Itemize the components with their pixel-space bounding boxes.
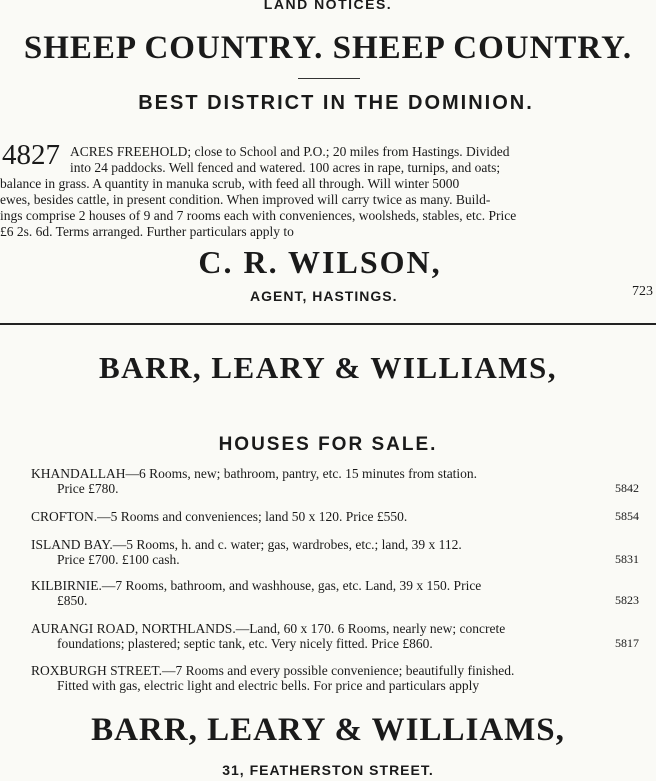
- listing-line: Price £780.: [57, 481, 119, 496]
- listing-ref: 5842: [615, 481, 639, 495]
- listing-item: [31, 509, 639, 524]
- agency-address: 31, FEATHERSTON STREET.: [222, 762, 434, 778]
- agency-name: BARR, LEARY & WILLIAMS,: [99, 350, 557, 385]
- listing-line: ISLAND BAY.—5 Rooms, h. and c. water; gas, wardrobes, etc.; land, 39 x 112.: [31, 537, 462, 552]
- listing-line: foundations; plastered; septic tank, etc. Very nicely fitted. Price £860.: [57, 636, 433, 651]
- ad-body-line: balance in grass. A quantity in manuka scrub, with feed all through. Will winter 5000: [0, 176, 460, 191]
- ad-body-line: £6 2s. 6d. Terms arranged. Further particulars apply to: [0, 224, 294, 239]
- listing-line: Price £700. £100 cash.: [57, 552, 180, 567]
- listings-heading: HOUSES FOR SALE.: [218, 434, 438, 455]
- listing-line: KILBIRNIE.—7 Rooms, bathroom, and washhouse, gas, etc. Land, 39 x 150. Price: [31, 578, 482, 593]
- ad-body-line: ings comprise 2 houses of 9 and 7 rooms each with conveniences, woolsheds, stables, etc. Price: [0, 208, 517, 223]
- agent-name: C. R. WILSON,: [198, 244, 442, 280]
- listing-item: [31, 621, 639, 651]
- acreage-number: 4827: [2, 139, 60, 171]
- listing-ref: 5823: [615, 593, 639, 607]
- column-divider: [0, 323, 656, 325]
- listing-item: [31, 578, 639, 608]
- listing-line: KHANDALLAH—6 Rooms, new; bathroom, pantry, etc. 15 minutes from station.: [31, 466, 478, 481]
- ad-body: [0, 144, 656, 240]
- ad-subheading: BEST DISTRICT IN THE DOMINION.: [138, 92, 534, 114]
- listing-line: CROFTON.—5 Rooms and conveniences; land 50 x 120. Price £550.: [31, 509, 408, 524]
- short-rule: [298, 78, 360, 79]
- listing-line: ROXBURGH STREET.—7 Rooms and every possible convenience; beautifully finished.: [31, 663, 515, 678]
- listing-item: [31, 466, 639, 496]
- listing-item: [31, 663, 639, 693]
- listing-item: [31, 537, 639, 567]
- listing-ref: 5817: [615, 636, 639, 650]
- agent-address: AGENT, HASTINGS.: [250, 288, 398, 304]
- section-heading: LAND NOTICES.: [263, 0, 393, 12]
- ad-headline: SHEEP COUNTRY. SHEEP COUNTRY.: [23, 30, 633, 66]
- ad-reference-number: 723: [632, 284, 653, 299]
- listing-line: £850.: [57, 593, 88, 608]
- ad-body-line: ACRES FREEHOLD; close to School and P.O.; 20 miles from Hastings. Divided: [70, 144, 510, 159]
- ad-body-line: ewes, besides cattle, in present condition. When improved will carry twice as many. Build-: [0, 192, 491, 207]
- ad-body-line: into 24 paddocks. Well fenced and watered. 100 acres in rape, turnips, and oats;: [70, 160, 501, 175]
- footer-agency-name: BARR, LEARY & WILLIAMS,: [91, 712, 565, 748]
- listing-ref: 5854: [615, 509, 639, 523]
- listing-ref: 5831: [615, 552, 639, 566]
- listing-line: AURANGI ROAD, NORTHLANDS.—Land, 60 x 170. 6 Rooms, nearly new; concrete: [31, 621, 506, 636]
- listing-line: Fitted with gas, electric light and electric bells. For price and particulars apply: [57, 678, 480, 693]
